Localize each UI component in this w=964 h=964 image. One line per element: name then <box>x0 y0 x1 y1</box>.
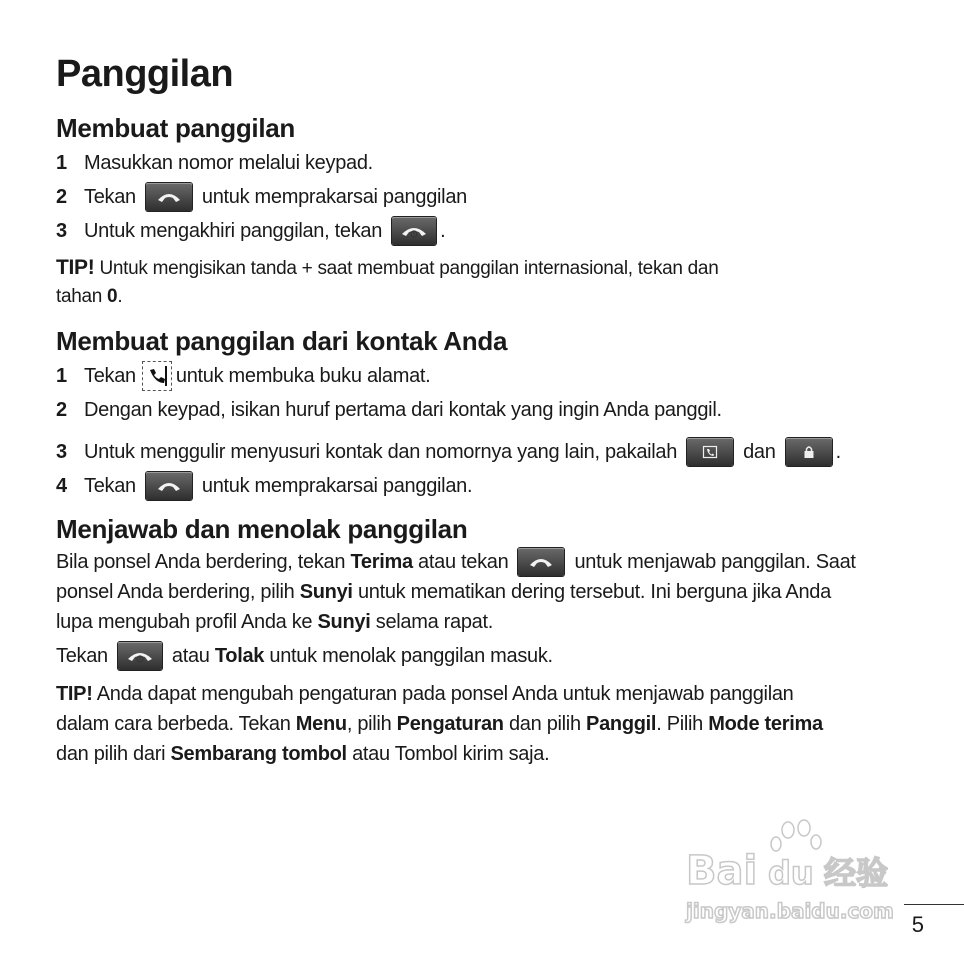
para-text: lupa mengubah profil Anda ke <box>56 611 313 633</box>
watermark-brand: du <box>768 854 814 892</box>
step-number: 4 <box>56 475 67 497</box>
end-key-icon <box>392 217 436 245</box>
step-text: . <box>835 441 841 463</box>
list-item <box>56 180 926 214</box>
menu-term: Pengaturan <box>396 713 504 735</box>
step-text: untuk memprakarsai panggilan. <box>201 475 473 497</box>
step-text: Untuk mengakhiri panggilan, tekan <box>84 220 383 242</box>
menu-term: Mode terima <box>708 713 823 735</box>
send-key-icon <box>146 183 192 211</box>
end-key-icon <box>118 642 162 670</box>
step-number: 3 <box>56 441 67 463</box>
para-text: untuk menolak panggilan masuk. <box>269 645 553 667</box>
softkey-terima: Terima <box>350 551 413 573</box>
step-number: 1 <box>56 152 67 174</box>
step-text: Dengan keypad, isikan huruf pertama dari kontak yang ingin Anda panggil. <box>84 399 722 421</box>
page-number-rule <box>904 904 964 905</box>
contacts-key-icon <box>142 361 172 391</box>
option-sunyi: Sunyi <box>299 581 353 603</box>
tip-note <box>56 254 926 311</box>
list-item <box>56 435 926 469</box>
page-number: 5 <box>911 912 924 937</box>
tip-text: Anda dapat mengubah pengaturan pada ponsel Anda untuk menjawab panggilan <box>96 683 794 705</box>
tip-text: dan pilih dari <box>56 743 166 765</box>
para-text: atau <box>171 645 210 667</box>
para-text: selama rapat. <box>375 611 494 633</box>
option-sunyi: Sunyi <box>317 611 371 633</box>
menu-term: Sembarang tombol <box>170 743 347 765</box>
tip-text: . Pilih <box>656 713 703 735</box>
softkey-tolak: Tolak <box>214 645 265 667</box>
list-item <box>56 214 926 248</box>
watermark-url: jingyan.baidu.com <box>686 899 894 923</box>
step-text: Untuk menggulir menyusuri kontak dan nomornya yang lain, pakailah <box>84 441 678 463</box>
tip-text: , pilih <box>346 713 392 735</box>
menu-term: Panggil <box>586 713 657 735</box>
para-text: untuk mematikan dering tersebut. Ini berguna jika Anda <box>357 581 831 603</box>
section-heading-making-call: Membuat panggilan <box>56 113 296 143</box>
tip-text: Untuk mengisikan tanda + saat membuat panggilan internasional, tekan dan <box>99 258 719 279</box>
tip-label: TIP! <box>56 256 95 279</box>
section-heading-call-from-contacts: Membuat panggilan dari kontak Anda <box>56 326 508 356</box>
list-item <box>56 469 926 503</box>
step-text: . <box>440 220 446 242</box>
watermark-brand: Bai <box>686 848 758 894</box>
tip-text: tahan <box>56 286 103 307</box>
tip-text: dalam cara berbeda. Tekan <box>56 713 291 735</box>
watermark-brand: 经验 <box>824 854 889 892</box>
list-item <box>56 359 926 393</box>
step-text: untuk memprakarsai panggilan <box>201 186 467 208</box>
tip-key: 0 <box>107 286 118 307</box>
para-text: untuk menjawab panggilan. Saat <box>574 551 856 573</box>
send-key-icon <box>146 472 192 500</box>
lock-key-icon <box>786 438 832 466</box>
list-item <box>56 146 926 180</box>
baidu-watermark <box>684 818 914 928</box>
step-text: Tekan <box>84 186 136 208</box>
para-text: ponsel Anda berdering, pilih <box>56 581 295 603</box>
para-text: Tekan <box>56 645 108 667</box>
step-text: dan <box>743 441 776 463</box>
section-heading-answer-reject: Menjawab dan menolak panggilan <box>56 514 468 544</box>
tip-note <box>56 679 926 769</box>
list-item <box>56 393 926 427</box>
step-text: Masukkan nomor melalui keypad. <box>84 152 373 174</box>
step-text: Tekan <box>84 475 136 497</box>
step-text: Tekan <box>84 365 136 387</box>
step-number: 2 <box>56 399 67 421</box>
tip-text: atau Tombol kirim saja. <box>352 743 550 765</box>
tip-text: . <box>117 286 123 307</box>
step-number: 2 <box>56 186 67 208</box>
manual-page <box>56 48 926 769</box>
paragraph-reject <box>56 641 926 671</box>
send-key-icon <box>518 548 564 576</box>
para-text: Bila ponsel Anda berdering, tekan <box>56 551 346 573</box>
tip-text: dan pilih <box>508 713 581 735</box>
para-text: atau tekan <box>418 551 509 573</box>
tip-label: TIP! <box>56 683 93 705</box>
up-key-icon <box>687 438 733 466</box>
step-number: 1 <box>56 365 67 387</box>
page-title: Panggilan <box>56 53 234 95</box>
paragraph-answer <box>56 547 926 637</box>
step-text: untuk membuka buku alamat. <box>175 365 431 387</box>
step-number: 3 <box>56 220 67 242</box>
menu-term: Menu <box>295 713 347 735</box>
